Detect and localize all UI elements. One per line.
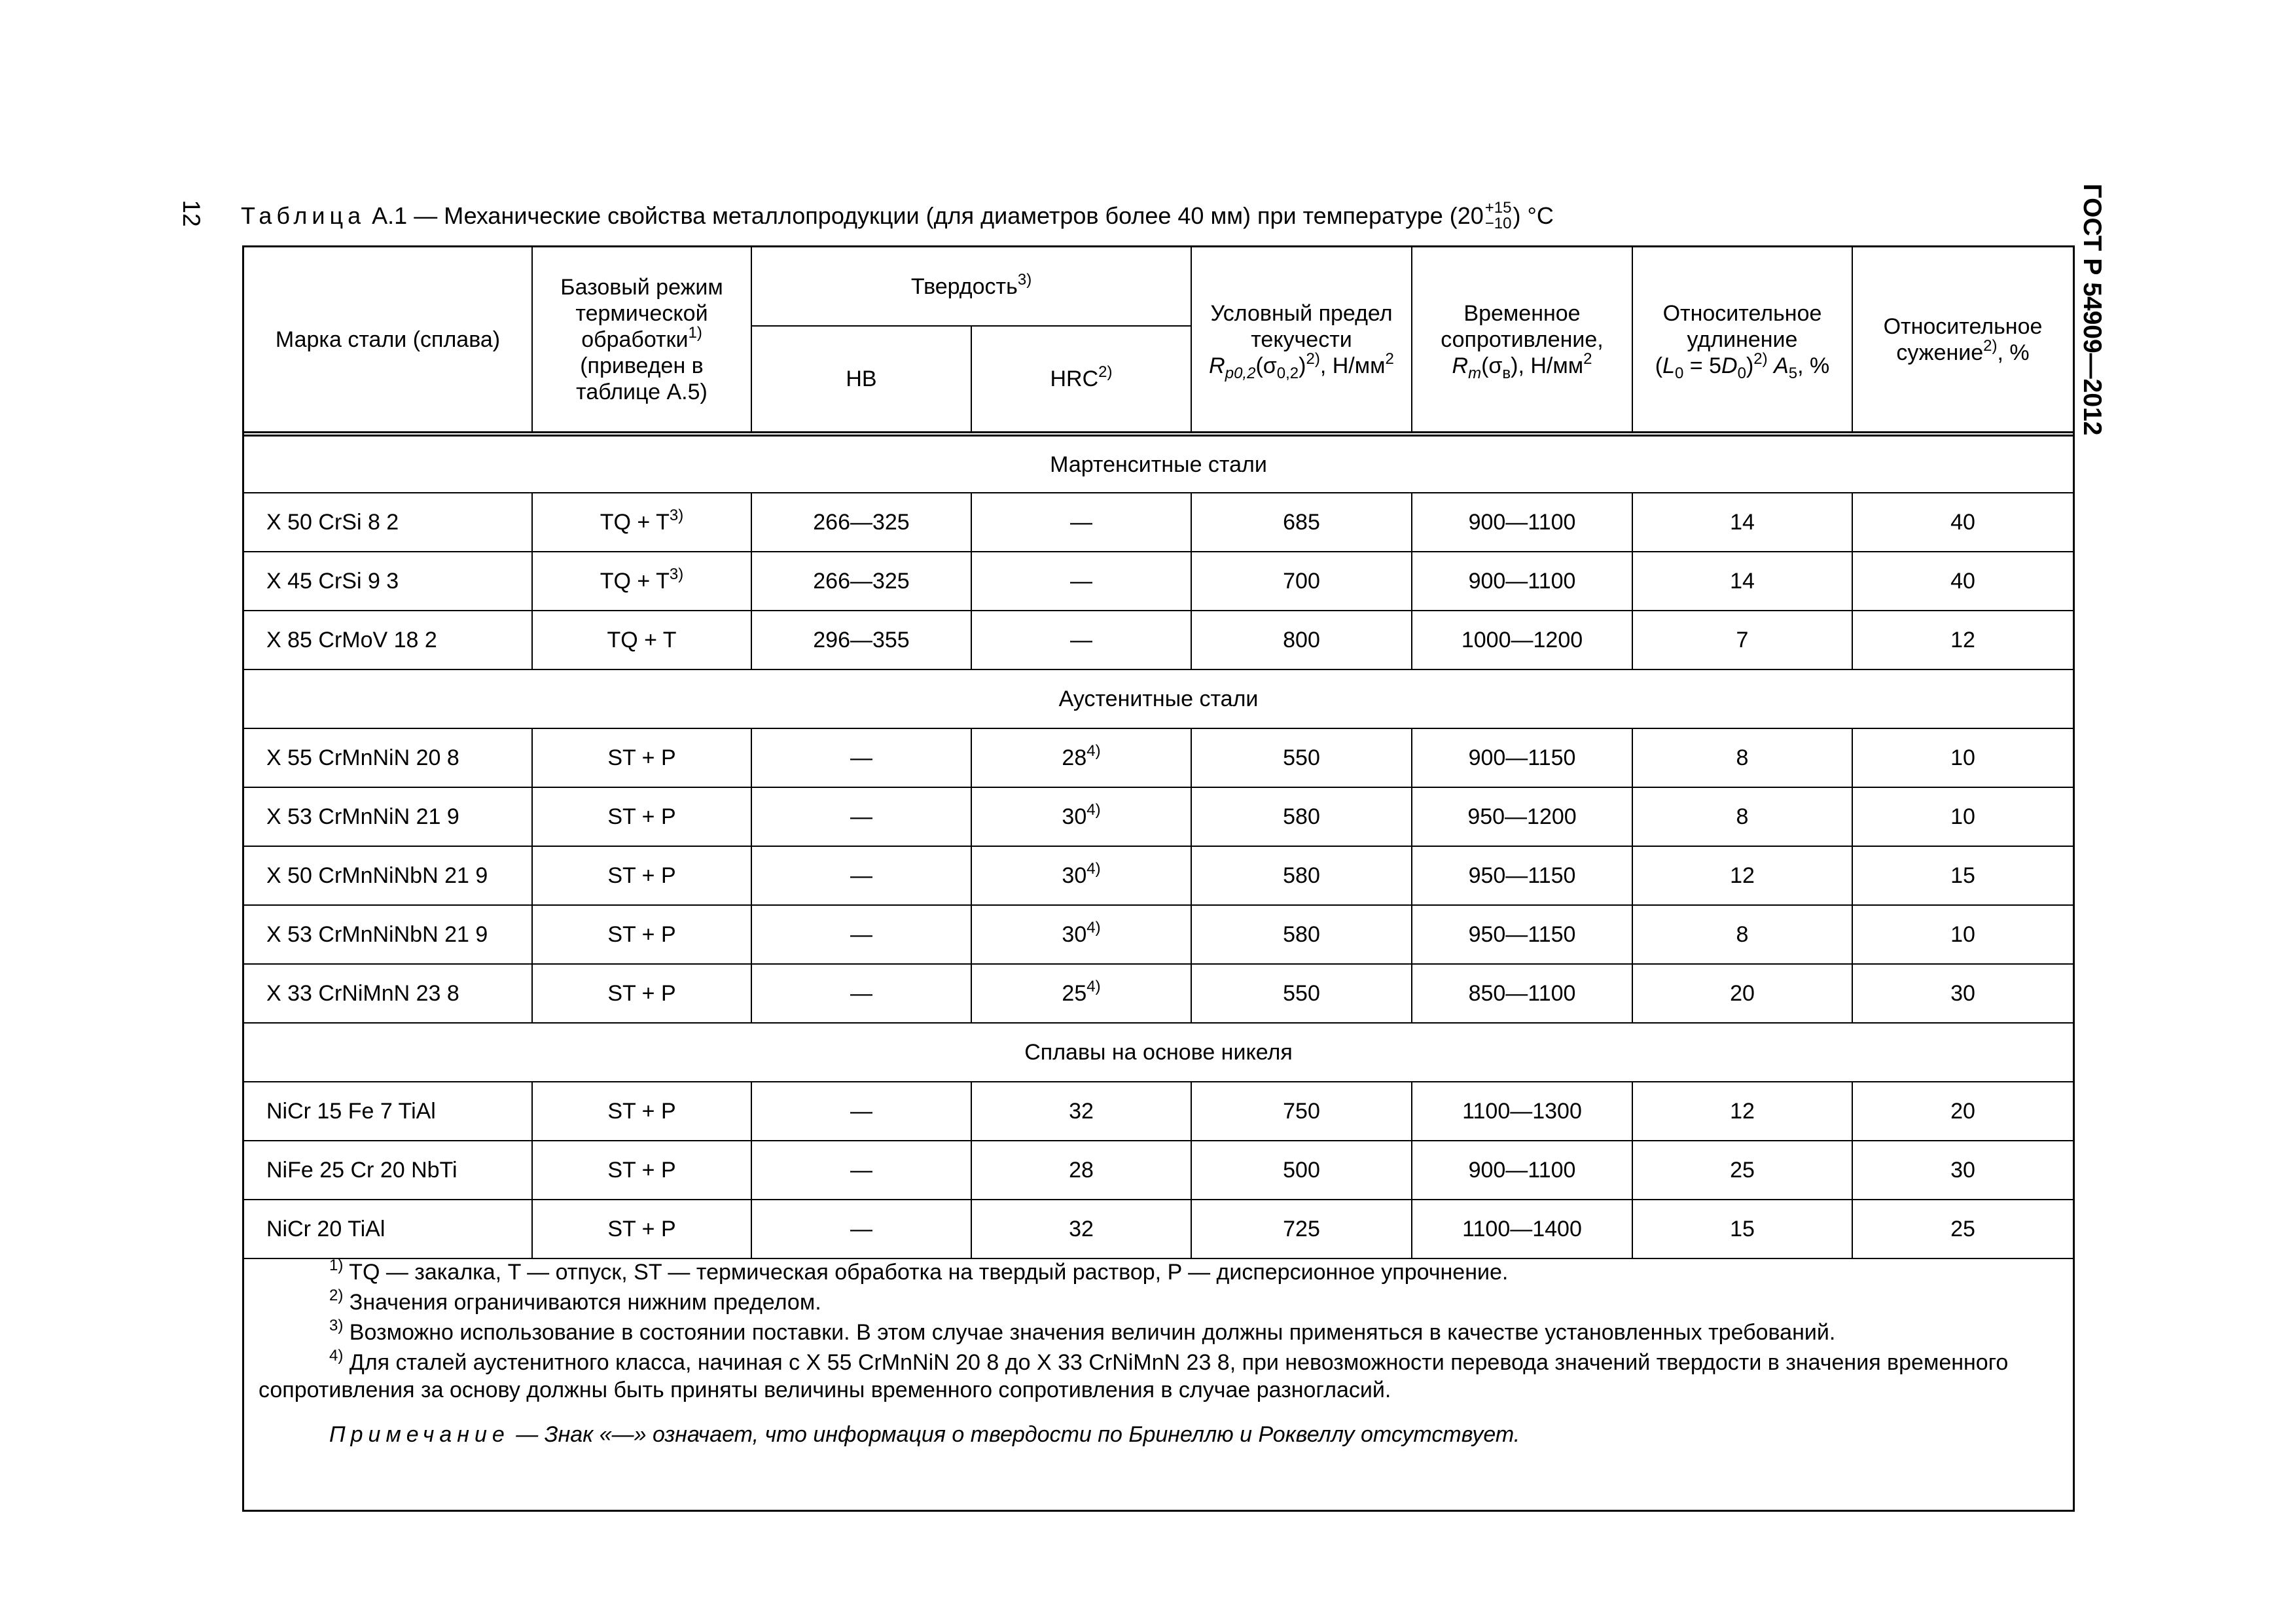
caption-label: Таблица [241,202,366,229]
cell-hrc: 25$^{4)}$ [971,964,1191,1023]
cell-tensile: 900—1150 [1412,728,1632,787]
footnote-2: $^{2)}$ Значения ограничиваются нижним пределом. [329,1287,821,1315]
table-row [244,611,2073,669]
cell-yield: 580 [1191,846,1412,905]
table-row [244,493,2073,552]
cell-grade: X 50 CrSi 8 2 [244,493,532,552]
cell-elongation: 14 [1632,552,1852,611]
cell-elongation: 12 [1632,1082,1852,1141]
tolerance-upper: +15 [1484,199,1512,217]
cell-hrc: 30$^{4)}$ [971,787,1191,846]
cell-elongation: 8 [1632,787,1852,846]
table-row [244,552,2073,611]
header-grade: Марка стали (сплава) [244,247,532,434]
cell-yield: 750 [1191,1082,1412,1141]
cell-reduction: 10 [1852,787,2073,846]
cell-hb: — [751,846,971,905]
cell-hb: 266—325 [751,552,971,611]
cell-elongation: 8 [1632,905,1852,964]
cell-hrc: — [971,552,1191,611]
header-hrc: HRC$^{2)}$ [971,326,1191,434]
cell-elongation: 25 [1632,1141,1852,1200]
cell-hrc: 28 [971,1141,1191,1200]
caption-unit: ) °C [1513,202,1554,229]
table-row [244,905,2073,964]
cell-tensile: 1100—1300 [1412,1082,1632,1141]
cell-hb: — [751,905,971,964]
table-frame [242,245,2075,1512]
cell-hb: — [751,1082,971,1141]
note-label: Примечание [329,1422,510,1447]
cell-treatment: ST + P [532,1200,751,1258]
cell-grade: NiCr 15 Fe 7 TiAl [244,1082,532,1141]
caption-title: А.1 — Механические свойства металлопродукции (для диаметров более 40 мм) при температуре (20 [372,202,1484,229]
cell-tensile: 900—1100 [1412,1141,1632,1200]
cell-yield: 500 [1191,1141,1412,1200]
cell-treatment: ST + P [532,1082,751,1141]
header-hardness: Твердость$^{3)}$ [751,247,1191,326]
cell-hrc: 30$^{4)}$ [971,905,1191,964]
properties-table [244,247,2073,1259]
table-row [244,787,2073,846]
table-row [244,964,2073,1023]
cell-yield: 550 [1191,964,1412,1023]
cell-elongation: 14 [1632,493,1852,552]
footnote-3: $^{3)}$ Возможно использование в состоянии поставки. В этом случае значения величин должны применяться в качестве установленных требований. [329,1317,1836,1345]
cell-tensile: 950—1150 [1412,905,1632,964]
section-martensitic: Мартенситные стали [244,434,2073,493]
footnote-1: $^{1)}$ TQ — закалка, T — отпуск, ST — термическая обработка на твердый раствор, P — дисперсионное упрочнение. [329,1257,1509,1285]
table-row [244,1082,2073,1141]
cell-grade: X 33 CrNiMnN 23 8 [244,964,532,1023]
cell-yield: 700 [1191,552,1412,611]
cell-hb: — [751,787,971,846]
cell-hb: — [751,964,971,1023]
cell-treatment: TQ + T [532,611,751,669]
cell-tensile: 850—1100 [1412,964,1632,1023]
cell-hrc: 32 [971,1082,1191,1141]
cell-tensile: 950—1150 [1412,846,1632,905]
footnotes [259,1258,2058,1471]
cell-hb: — [751,1141,971,1200]
cell-reduction: 10 [1852,905,2073,964]
cell-reduction: 20 [1852,1082,2073,1141]
table-note [259,1421,2058,1448]
cell-treatment: ST + P [532,787,751,846]
cell-tensile: 950—1200 [1412,787,1632,846]
cell-tensile: 1000—1200 [1412,611,1632,669]
cell-reduction: 40 [1852,493,2073,552]
cell-grade: NiCr 20 TiAl [244,1200,532,1258]
table-row [244,1200,2073,1258]
table-row [244,728,2073,787]
header-elongation: Относительное удлинение $(L_0 = 5D_0)^{2)}$ $A_5$, % [1632,247,1852,434]
header-hb: HB [751,326,971,434]
cell-tensile: 900—1100 [1412,493,1632,552]
cell-treatment: ST + P [532,964,751,1023]
cell-yield: 550 [1191,728,1412,787]
cell-yield: 685 [1191,493,1412,552]
cell-reduction: 10 [1852,728,2073,787]
table-caption [241,196,2204,236]
section-nickel: Сплавы на основе никеля [244,1023,2073,1082]
cell-hrc: — [971,611,1191,669]
cell-yield: 725 [1191,1200,1412,1258]
header-tensile-strength: Временное сопротивление, $R_m(\sigma_в)$, $Н/мм^2$ [1412,247,1632,434]
cell-tensile: 1100—1400 [1412,1200,1632,1258]
cell-treatment: ST + P [532,1141,751,1200]
cell-hrc: 30$^{4)}$ [971,846,1191,905]
footnote-4: $^{4)}$ Для сталей аустенитного класса, начиная с X 55 CrMnNiN 20 8 до X 33 CrNiMnN 23 8, при невозможности перевода значений твердости в значения временного сопротивления за основу должны быть приняты величины временного сопротивления в случае разногласий. [259,1347,2009,1402]
cell-hb: 266—325 [751,493,971,552]
cell-treatment: TQ + $T^{3)}$ [532,493,751,552]
cell-elongation: 12 [1632,846,1852,905]
tolerance-lower: −10 [1484,215,1512,233]
page-number: 12 [178,200,205,227]
cell-yield: 800 [1191,611,1412,669]
cell-grade: X 53 CrMnNiN 21 9 [244,787,532,846]
cell-treatment: ST + P [532,905,751,964]
temperature-tolerance [1485,200,1512,232]
section-austenitic: Аустенитные стали [244,669,2073,728]
note-text: — Знак «—» означает, что информация о твердости по Бринеллю и Роквеллу отсутствует. [509,1422,1520,1447]
cell-hb: — [751,728,971,787]
header-reduction: Относительное сужение$^{2)}$, % [1852,247,2073,434]
cell-yield: 580 [1191,787,1412,846]
cell-hrc: 28$^{4)}$ [971,728,1191,787]
cell-grade: X 55 CrMnNiN 20 8 [244,728,532,787]
cell-reduction: 40 [1852,552,2073,611]
cell-elongation: 20 [1632,964,1852,1023]
cell-treatment: ST + P [532,728,751,787]
cell-grade: X 53 CrMnNiNbN 21 9 [244,905,532,964]
header-yield-strength: Условный предел текучести $R_{p0,2}(\sigma_{0,2})^{2)}$, $Н/мм^2$ [1191,247,1412,434]
cell-hb: — [751,1200,971,1258]
cell-grade: X 45 CrSi 9 3 [244,552,532,611]
cell-reduction: 30 [1852,1141,2073,1200]
cell-treatment: TQ + $T^{3)}$ [532,552,751,611]
cell-reduction: 12 [1852,611,2073,669]
cell-yield: 580 [1191,905,1412,964]
document-code: ГОСТ Р 54909—2012 [2078,183,2106,436]
table-row [244,846,2073,905]
cell-tensile: 900—1100 [1412,552,1632,611]
cell-treatment: ST + P [532,846,751,905]
cell-reduction: 15 [1852,846,2073,905]
header-heat-treatment: Базовый режим термической обработки$^{1)}$ (приведен в таблице А.5) [532,247,751,434]
cell-elongation: 8 [1632,728,1852,787]
table-row [244,1141,2073,1200]
cell-hrc: 32 [971,1200,1191,1258]
cell-elongation: 7 [1632,611,1852,669]
cell-elongation: 15 [1632,1200,1852,1258]
cell-grade: X 85 CrMoV 18 2 [244,611,532,669]
cell-hb: 296—355 [751,611,971,669]
cell-grade: X 50 CrMnNiNbN 21 9 [244,846,532,905]
cell-reduction: 25 [1852,1200,2073,1258]
cell-reduction: 30 [1852,964,2073,1023]
cell-hrc: — [971,493,1191,552]
cell-grade: NiFe 25 Cr 20 NbTi [244,1141,532,1200]
